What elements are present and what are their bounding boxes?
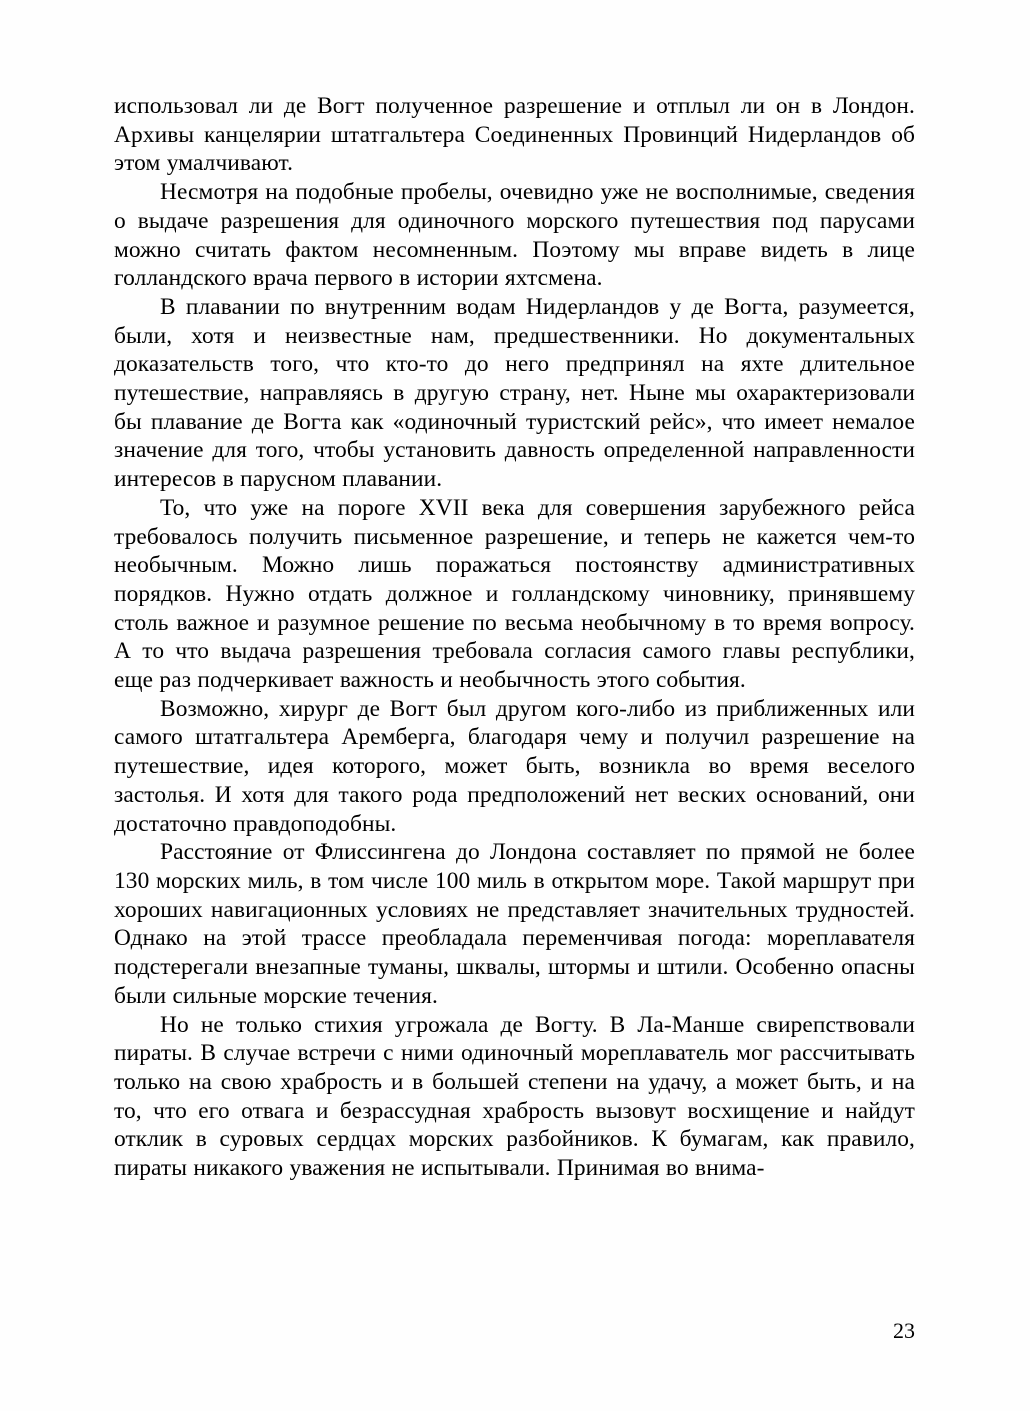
body-text-column [114,92,915,1183]
paragraph: Расстояние от Флиссингена до Лондона составляет по прямой не более 130 морских миль, в том числе 100 миль в открытом море. Такой маршрут при хороших навигационных условиях не представляет значительных трудностей. Однако на этой трассе преобладала переменчивая погода: мореплавателя подстерегали внезапные туманы, шквалы, штормы и штили. Особенно опасны были сильные морские течения. [114,839,915,1009]
paragraph: То, что уже на пороге XVII века для совершения зарубежного рейса требовалось получить письменное разрешение, и теперь не кажется чем-то необычным. Можно лишь поражаться постоянству административных порядков. Нужно отдать должное и голландскому чиновнику, принявшему столь важное и разумное решение по весьма необычному в то время вопросу. А то что выдача разрешения требовала согласия самого главы республики, еще раз подчеркивает важность и необычность этого события. [114,494,915,694]
paragraph: использовал ли де Вогт полученное разрешение и отплыл ли он в Лондон. Архивы канцелярии штатгальтера Соединенных Провинций Нидерландов об этом умалчивают. [114,93,915,177]
paragraph: В плавании по внутренним водам Нидерландов у де Вогта, разумеется, были, хотя и неизвестные нам, предшественники. Но документальных доказательств того, что кто-то до него предпринял на яхте длительное путешествие, направляясь в другую страну, нет. Ныне мы охарактеризовали бы плавание де Вогта как «одиночный туристский рейс», что имеет немалое значение для того, чтобы установить давность определенной направленности интересов в парусном плавании. [114,293,915,493]
paragraph: Возможно, хирург де Вогт был другом кого-либо из приближенных или самого штатгальтера Аремберга, благодаря чему и получил разрешение на путешествие, идея которого, может быть, возникла во время веселого застолья. И хотя для такого рода предположений нет веских оснований, они достаточно правдоподобны. [114,695,915,837]
paragraph: Но не только стихия угрожала де Вогту. В Ла-Манше свирепствовали пираты. В случае встречи с ними одиночный мореплаватель мог рассчитывать только на свою храбрость и в большей степени на удачу, а может быть, и на то, что его отвага и безрассудная храбрость вызовут восхищение и найдут отклик в суровых сердцах морских разбойников. К бумагам, как правило, пираты никакого уважения не испытывали. Принимая во внима- [114,1011,915,1182]
paragraph: Несмотря на подобные пробелы, очевидно уже не восполнимые, сведения о выдаче разрешения для одиночного морского путешествия под парусами можно считать фактом несомненным. Поэтому мы вправе видеть в лице голландского врача первого в истории яхтсмена. [114,179,915,292]
page-number: 23 [893,1318,915,1343]
